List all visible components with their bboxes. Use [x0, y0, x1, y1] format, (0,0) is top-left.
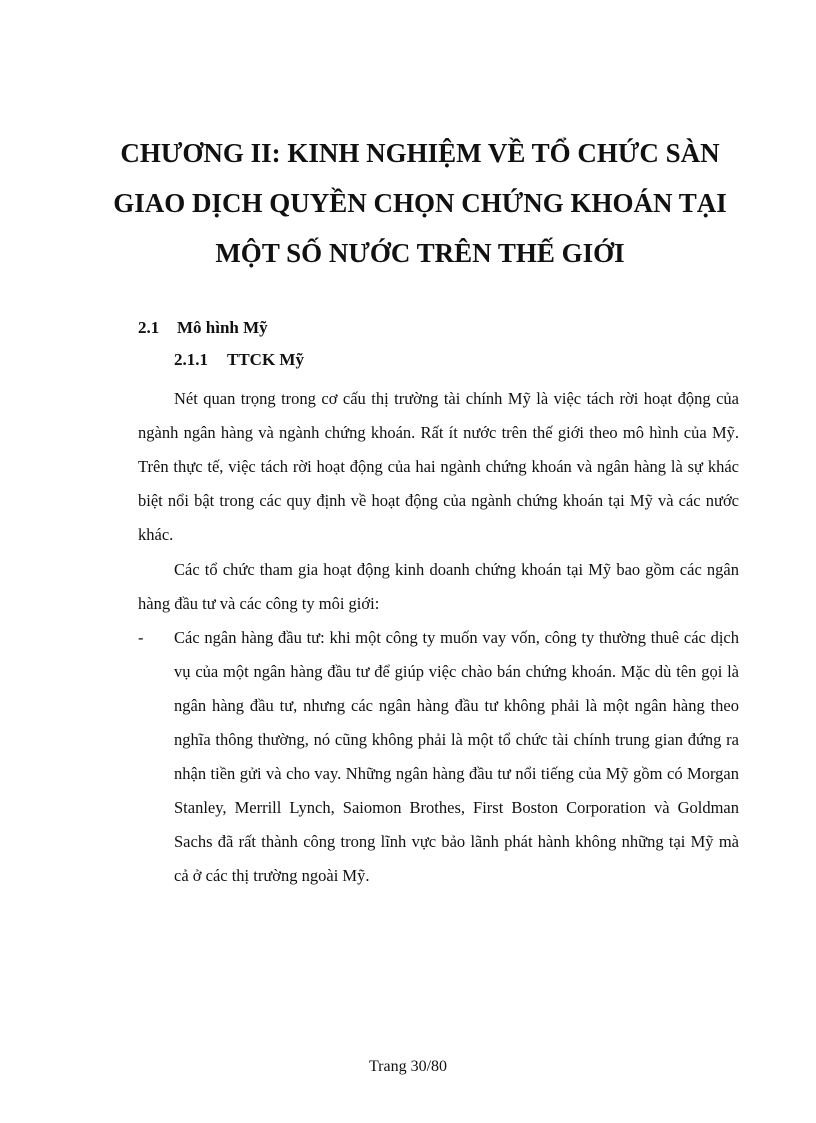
chapter-title-line-2: GIAO DỊCH QUYỀN CHỌN CHỨNG KHOÁN TẠI	[113, 188, 727, 218]
chapter-title-line-3: MỘT SỐ NƯỚC TRÊN THẾ GIỚI	[215, 238, 625, 268]
section-heading	[138, 318, 268, 338]
section-number: 2.1	[138, 318, 160, 337]
chapter-title	[100, 128, 740, 278]
subsection-number: 2.1.1	[174, 350, 208, 369]
subsection-heading	[174, 350, 304, 370]
page-number: Trang 30/80	[368, 1058, 448, 1075]
chapter-title-line-1: CHƯƠNG II: KINH NGHIỆM VỀ TỔ CHỨC SÀN	[120, 138, 720, 168]
paragraph-2: Các tổ chức tham gia hoạt động kinh doanh chứng khoán tại Mỹ bao gồm các ngân hàng đầu tư và các công ty môi giới:	[138, 560, 739, 613]
section-title: Mô hình Mỹ	[177, 318, 268, 337]
bullet-text: Các ngân hàng đầu tư: khi một công ty muốn vay vốn, công ty thường thuê các dịch vụ của một ngân hàng đầu tư để giúp việc chào bán chứng khoán. Mặc dù tên gọi là ngân hàng đầu tư, nhưng các ngân hàng đầu tư không phải là một ngân hàng theo nghĩa thông thường, nó cũng không phải là một tổ chức tài chính trung gian đứng ra nhận tiền gửi và cho vay. Những ngân hàng đầu tư nổi tiếng của Mỹ gồm có Morgan Stanley, Merrill Lynch, Saiomon Brothes, First Boston Corporation và Goldman Sachs đã rất thành công trong lĩnh vực bảo lãnh phát hành không những tại Mỹ mà cả ở các thị trường ngoài Mỹ.	[174, 628, 739, 885]
subsection-title: TTCK Mỹ	[227, 350, 304, 369]
paragraph-1: Nét quan trọng trong cơ cấu thị trường tài chính Mỹ là việc tách rời hoạt động của ngành ngân hàng và ngành chứng khoán. Rất ít nước trên thế giới theo mô hình của Mỹ. Trên thực tế, việc tách rời hoạt động của hai ngành chứng khoán và ngân hàng là sự khác biệt nổi bật trong các quy định về hoạt động của ngành chứng khoán tại Mỹ và các nước khác.	[138, 389, 739, 544]
bullet-marker: -	[138, 628, 144, 647]
